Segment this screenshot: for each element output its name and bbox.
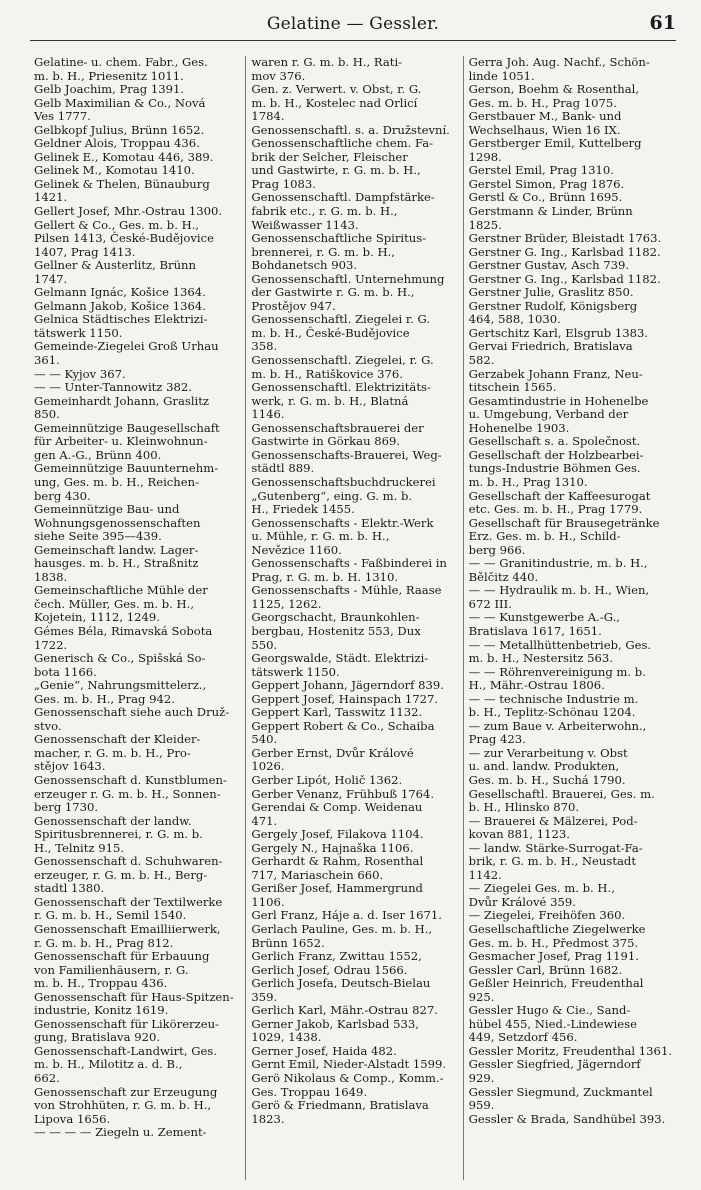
directory-line: 1421. (34, 190, 68, 205)
directory-line: ung, Ges. m. b. H., Reichen- (34, 474, 199, 489)
directory-line: m. b. H., Troppau 436. (34, 976, 168, 991)
directory-line: Gesmacher Josef, Prag 1191. (468, 949, 639, 964)
column-3 (463, 56, 674, 1180)
directory-line: „Gutenberg“, eing. G. m. b. (251, 488, 413, 503)
directory-line: 1029, 1438. (251, 1030, 322, 1045)
directory-line: 959. (468, 1098, 495, 1113)
directory-line: Genossenschaftl. Unternehmung (251, 271, 445, 286)
directory-line: Genossenschaft der Kleider- (34, 732, 201, 747)
directory-line: 672 III. (468, 596, 512, 611)
directory-line: Gastwirte in Görkau 869. (251, 434, 401, 449)
directory-line: 1026. (251, 759, 285, 774)
directory-line: m. b. H., Nestersitz 563. (468, 651, 613, 666)
directory-line: hausges. m. b. H., Straßnitz (34, 556, 199, 571)
directory-line: Gellert & Co., Ges. m. b. H., (34, 217, 200, 232)
directory-line: berg 1730. (34, 800, 99, 815)
directory-line: r. G. m. b. H., Semil 1540. (34, 908, 187, 923)
directory-line: m. b. H., Prag 1310. (468, 474, 588, 489)
directory-line: Gerhardt & Rahm, Rosenthal (251, 854, 424, 869)
directory-line: für Arbeiter- u. Kleinwohnun- (34, 434, 208, 449)
directory-line: 850. (34, 407, 60, 422)
directory-line: stadtl 1380. (34, 881, 105, 896)
directory-line: Genossenschaft für Haus-Spitzen- (34, 989, 234, 1004)
directory-line: Dvůr Králové 359. (468, 894, 576, 909)
directory-line: Gerstner Rudolf, Königsberg (468, 298, 638, 313)
directory-line: Gertschitz Karl, Elsgrub 1383. (468, 325, 649, 340)
directory-line: Genossenschafts-Brauerei, Weg- (251, 447, 442, 462)
directory-line: Nevězice 1160. (251, 542, 342, 557)
directory-line: H., Friedek 1455. (251, 502, 355, 517)
directory-line: Lipova 1656. (34, 1111, 111, 1126)
directory-line: Gelinek M., Komotau 1410. (34, 163, 195, 178)
directory-line: 550. (251, 637, 278, 652)
directory-line: Genossenschaft für Likörerzeu- (34, 1016, 219, 1031)
directory-line: Gerö Nikolaus & Comp., Komm.- (251, 1071, 444, 1086)
directory-line: Gerber Lipót, Holič 1362. (251, 772, 403, 787)
directory-line: Gerstl & Co., Brünn 1695. (468, 190, 623, 205)
directory-line: fabrik etc., r. G. m. b. H., (251, 204, 398, 219)
directory-line: Hohenelbe 1903. (468, 420, 570, 435)
directory-line: bota 1166. (34, 664, 97, 679)
directory-line: Gerendai & Comp. Weidenau (251, 800, 423, 815)
directory-line: Gesellschaftliche Ziegelwerke (468, 922, 646, 936)
directory-line: Prag, r. G. m. b. H. 1310. (251, 569, 399, 584)
directory-line: — — technische Industrie m. (468, 691, 639, 706)
directory-line: Gesellschaft s. a. Společnost. (468, 434, 641, 449)
directory-line: Erz. Ges. m. b. H., Schild- (468, 529, 621, 544)
directory-line: Geppert Karl, Tasswitz 1132. (251, 705, 423, 720)
directory-line: Ges. Troppau 1649. (251, 1084, 368, 1099)
directory-line: 361. (34, 353, 60, 368)
directory-line: 1407, Prag 1413. (34, 244, 136, 259)
directory-line: 1142. (468, 867, 502, 882)
directory-line: 1125, 1262. (251, 596, 322, 611)
directory-line: Generisch & Co., Spišská So- (34, 651, 206, 666)
directory-line: Gelb Joachim, Prag 1391. (34, 82, 185, 97)
directory-line: 1298. (468, 149, 502, 164)
directory-line: gung, Bratislava 920. (34, 1030, 161, 1045)
directory-line: Gerstner Gustav, Asch 739. (468, 258, 630, 273)
directory-line: Gerzabek Johann Franz, Neu- (468, 366, 643, 381)
directory-line: 1838. (34, 569, 68, 584)
directory-line: Gerstel Simon, Prag 1876. (468, 176, 625, 191)
directory-line: Gesellschaft für Brausegetränke (468, 515, 660, 530)
directory-line: Ges. m. b. H., Suchá 1790. (468, 772, 626, 787)
directory-line: — landw. Stärke-Surrogat-Fa- (468, 840, 643, 855)
directory-line: siehe Seite 395—439. (34, 529, 162, 544)
directory-line: Gesellschaft der Holzbearbei- (468, 447, 644, 462)
directory-line: brik der Selcher, Fleischer (251, 149, 408, 164)
directory-line: städtl 889. (251, 461, 315, 476)
directory-line: Ges. m. b. H., Prag 942. (34, 691, 175, 706)
directory-line: Gesellschaftl. Brauerei, Ges. m. (468, 786, 655, 801)
directory-line: Gerstner Brüder, Bleistadt 1763. (468, 231, 662, 246)
directory-line: m. b. H., České-Budějovice (251, 325, 410, 340)
directory-line: Gellner & Austerlitz, Brünn (34, 258, 196, 273)
directory-line: Genossenschaft der Textilwerke (34, 894, 223, 909)
directory-line: 540. (251, 732, 278, 747)
directory-line: Gerson, Boehm & Rosenthal, (468, 82, 640, 97)
directory-line: Gerlich Josefa, Deutsch-Bielau (251, 976, 431, 991)
directory-line: m. b. H., Priesenitz 1011. (34, 68, 184, 83)
directory-line: b. H., Teplitz-Schönau 1204. (468, 705, 636, 720)
directory-line: kovan 881, 1123. (468, 827, 570, 842)
directory-line: Gelinek E., Komotau 446, 389. (34, 149, 214, 164)
directory-line: berg 430. (34, 488, 91, 503)
directory-line: m. b. H., Ratiškovice 376. (251, 366, 403, 381)
directory-line: hübel 455, Nied.-Lindewiese (468, 1016, 637, 1031)
directory-line: Geldner Alois, Troppau 436. (34, 136, 200, 151)
directory-line: 662. (34, 1071, 60, 1086)
directory-line: Kojetein, 1112, 1249. (34, 610, 160, 625)
directory-line: 582. (468, 353, 495, 368)
directory-line: Gerstner Julie, Graslitz 850. (468, 285, 634, 300)
directory-line: — zur Verarbeitung v. Obst (468, 745, 628, 760)
directory-line: — Ziegelei, Freihöfen 360. (468, 908, 626, 923)
directory-line: Gerlich Karl, Mähr.-Ostrau 827. (251, 1003, 438, 1018)
directory-line: Genossenschaftl. Ziegelei, r. G. (251, 353, 434, 368)
directory-line: Genossenschaftl. Elektrizitäts- (251, 380, 431, 395)
directory-line: Ges. m. b. H., Předmost 375. (468, 935, 639, 950)
directory-line: brik, r. G. m. b. H., Neustadt (468, 854, 636, 869)
directory-line: stějov 1643. (34, 759, 106, 774)
directory-line: 929. (468, 1071, 495, 1086)
directory-line: Gerstner G. Ing., Karlsbad 1182. (468, 271, 661, 286)
header-rule (30, 40, 676, 41)
directory-line: Gemeinnützige Bau- und (34, 502, 180, 517)
directory-line: Ges. m. b. H., Prag 1075. (468, 95, 617, 110)
directory-line: von Strohhüten, r. G. m. b. H., (34, 1098, 212, 1113)
directory-line: industrie, Konitz 1619. (34, 1003, 169, 1018)
directory-line: Geppert Josef, Hainspach 1727. (251, 691, 439, 706)
directory-line: Gelb Maximilian & Co., Nová (34, 95, 206, 110)
directory-line: Gerstel Emil, Prag 1310. (468, 163, 614, 178)
directory-line: Gemeinde-Ziegelei Groß Urhau (34, 339, 219, 354)
directory-line: Gervai Friedrich, Bratislava (468, 339, 633, 354)
directory-line: Gerner Jakob, Karlsbad 533, (251, 1016, 419, 1031)
directory-columns (32, 56, 674, 1180)
directory-line: Bohdanetsch 903. (251, 258, 358, 273)
directory-line: der Gastwirte r. G. m. b. H., (251, 285, 415, 300)
directory-line: macher, r. G. m. b. H., Pro- (34, 745, 191, 760)
directory-line: 359. (251, 989, 278, 1004)
directory-line: „Genie“, Nahrungsmittelerz., (34, 678, 207, 693)
directory-line: Gessler & Brada, Sandhübel 393. (468, 1111, 666, 1126)
directory-line: Genossenschafts - Mühle, Raase (251, 583, 442, 598)
directory-line: 1146. (251, 407, 285, 422)
directory-line: und Gastwirte, r. G. m. b. H., (251, 163, 421, 178)
directory-line: Gelbkopf Julius, Brünn 1652. (34, 122, 205, 137)
directory-line: Gelnica Städtisches Elektrizi- (34, 312, 208, 327)
directory-line: tätswerk 1150. (34, 325, 123, 340)
directory-line: 1722. (34, 637, 68, 652)
directory-line: Gemeinhardt Johann, Graslitz (34, 393, 209, 408)
directory-line: Gelmann Jakob, Košice 1364. (34, 298, 206, 313)
directory-line: Gemeinschaft landw. Lager- (34, 542, 199, 557)
directory-line: Ves 1777. (34, 109, 91, 124)
directory-line: Gessler Siegfried, Jägerndorf (468, 1057, 641, 1072)
directory-line: Genossenschaftliche Spiritus- (251, 231, 427, 246)
directory-line: Gessler Siegmund, Zuckmantel (468, 1084, 653, 1099)
directory-line: Gemeinschaftliche Mühle der (34, 583, 208, 598)
directory-line: 1106. (251, 894, 285, 909)
directory-line: etc. Ges. m. b. H., Prag 1779. (468, 502, 643, 517)
directory-line: tätswerk 1150. (251, 664, 340, 679)
directory-line: titschein 1565. (468, 380, 557, 395)
directory-line: 358. (251, 339, 278, 354)
directory-line: m. b. H., Milotitz a. d. B., (34, 1057, 183, 1072)
directory-line: von Familienhäusern, r. G. (34, 962, 189, 977)
directory-line: Genossenschaft für Erbauung (34, 949, 210, 964)
directory-line: gen A.-G., Brünn 400. (34, 447, 162, 462)
directory-line: Gergely N., Hajnaška 1106. (251, 840, 414, 855)
directory-line: Bělčitz 440. (468, 569, 539, 584)
directory-line: Gelmann Ignác, Košice 1364. (34, 285, 206, 300)
directory-line: Gerißer Josef, Hammergrund (251, 881, 423, 896)
directory-line: Wechselhaus, Wien 16 IX. (468, 122, 621, 137)
directory-line: Spiritusbrennerei, r. G. m. b. (34, 827, 203, 842)
directory-line: berg 966. (468, 542, 526, 557)
directory-line: Gergely Josef, Filakova 1104. (251, 827, 424, 842)
directory-line: Genossenschaft Emailliierwerk, (34, 922, 221, 936)
directory-line: bergbau, Hostenitz 553, Dux (251, 623, 421, 638)
directory-line: Gerlich Josef, Odrau 1566. (251, 962, 408, 977)
directory-line: Gessler Carl, Brünn 1682. (468, 962, 623, 977)
directory-line: — — Röhrenvereinigung m. b. (468, 664, 646, 679)
directory-line: H., Telnitz 915. (34, 840, 125, 855)
directory-line: — Brauerei & Mälzerei, Pod- (468, 813, 638, 828)
directory-line: m. b. H., Kostelec nad Orlicí (251, 95, 418, 110)
directory-line: Gémes Béla, Rimavská Sobota (34, 623, 213, 638)
directory-line: werk, r. G. m. b. H., Blatná (251, 393, 409, 408)
directory-line: Genossenschafts - Elektr.-Werk (251, 515, 434, 530)
directory-line: 1823. (251, 1111, 285, 1126)
page-header (30, 10, 676, 40)
directory-line: Geppert Robert & Co., Schaiba (251, 718, 435, 733)
directory-line: Prostějov 947. (251, 298, 336, 313)
directory-line: Bratislava 1617, 1651. (468, 623, 602, 638)
directory-line: Genossenschaftl. s. a. Družstevní. (251, 122, 450, 137)
directory-line: H., Mähr.-Ostrau 1806. (468, 678, 605, 693)
column-2 (245, 56, 456, 1180)
directory-line: Gelinek & Thelen, Bünauburg (34, 176, 210, 191)
directory-line: — — Metallhüttenbetrieb, Ges. (468, 637, 652, 652)
directory-line: 449, Setzdorf 456. (468, 1030, 578, 1045)
directory-line: Gerra Joh. Aug. Nachf., Schön- (468, 56, 650, 69)
directory-line: tungs-Industrie Böhmen Ges. (468, 461, 641, 476)
directory-line: Gerö & Friedmann, Bratislava (251, 1098, 429, 1113)
directory-line: Gessler Hugo & Cie., Sand- (468, 1003, 631, 1018)
directory-line: Gerstberger Emil, Kuttelberg (468, 136, 642, 151)
directory-line: Gerner Josef, Haida 482. (251, 1043, 397, 1058)
directory-line: waren r. G. m. b. H., Rati- (251, 56, 403, 69)
directory-line: — — Kunstgewerbe A.-G., (468, 610, 620, 625)
directory-line: Gemeinnützige Baugesellschaft (34, 420, 220, 435)
directory-line: — zum Baue v. Arbeiterwohn., (468, 718, 647, 733)
directory-line: Genossenschaftliche chem. Fa- (251, 136, 434, 151)
directory-line: Gerlach Pauline, Ges. m. b. H., (251, 922, 433, 936)
directory-line: erzeuger, r. G. m. b. H., Berg- (34, 867, 208, 882)
directory-line: Georgschacht, Braunkohlen- (251, 610, 420, 625)
directory-line: Prag 423. (468, 732, 526, 747)
directory-line: Gerl Franz, Háje a. d. Iser 1671. (251, 908, 442, 923)
directory-line: Gellert Josef, Mhr.-Ostrau 1300. (34, 204, 223, 219)
directory-line: čech. Müller, Ges. m. b. H., (34, 596, 195, 611)
directory-line: — — Hydraulik m. b. H., Wien, (468, 583, 650, 598)
directory-line: Genossenschaft siehe auch Druž- (34, 705, 230, 720)
directory-line: — — Granitindustrie, m. b. H., (468, 556, 648, 571)
directory-line: erzeuger r. G. m. b. H., Sonnen- (34, 786, 221, 801)
directory-line: 1825. (468, 217, 502, 232)
directory-line: Prag 1083. (251, 176, 316, 191)
directory-line: Genossenschaft-Landwirt, Ges. (34, 1043, 217, 1058)
directory-line: Georgswalde, Städt. Elektrizi- (251, 651, 429, 666)
directory-line: Gerstmann & Linder, Brünn (468, 204, 633, 219)
directory-line: Genossenschaftl. Ziegelei r. G. (251, 312, 431, 327)
directory-line: stvo. (34, 718, 62, 733)
directory-line: 464, 588, 1030. (468, 312, 561, 327)
directory-line: Genossenschaftsbuchdruckerei (251, 474, 436, 489)
directory-line: Gerlich Franz, Zwittau 1552, (251, 949, 422, 964)
directory-line: Pilsen 1413, České-Budějovice (34, 231, 214, 246)
directory-line: Gessler Moritz, Freudenthal 1361. (468, 1043, 672, 1058)
running-title: Gelatine — Gessler. (266, 14, 440, 34)
directory-line: — — Kyjov 367. (34, 366, 126, 381)
directory-line: b. H., Hlinsko 870. (468, 800, 580, 815)
directory-line: Genossenschaft d. Schuhwaren- (34, 854, 223, 869)
directory-line: u. Umgebung, Verband der (468, 407, 629, 422)
directory-line: 1747. (34, 271, 68, 286)
directory-line: brennerei, r. G. m. b. H., (251, 244, 395, 259)
directory-line: Genossenschaft der landw. (34, 813, 192, 828)
directory-line: Brünn 1652. (251, 935, 325, 950)
directory-line: Gerber Venanz, Frühbuß 1764. (251, 786, 435, 801)
directory-line: Gernt Emil, Nieder-Alstadt 1599. (251, 1057, 447, 1072)
page-number: 61 (649, 12, 676, 34)
directory-line: Genossenschafts - Faßbinderei in (251, 556, 447, 571)
directory-line: Gerstbauer M., Bank- und (468, 109, 622, 124)
directory-line: 471. (251, 813, 278, 828)
directory-line: Gerber Ernst, Dvůr Králové (251, 745, 414, 760)
directory-line: Genossenschaftl. Dampfstärke- (251, 190, 435, 205)
directory-line: — — — — Ziegeln u. Zement- (34, 1125, 207, 1140)
directory-line: Geppert Johann, Jägerndorf 839. (251, 678, 444, 693)
directory-line: r. G. m. b. H., Prag 812. (34, 935, 174, 950)
directory-line: Genossenschaft zur Erzeugung (34, 1084, 218, 1099)
directory-line: Genossenschaftsbrauerei der (251, 420, 424, 435)
directory-line: linde 1051. (468, 68, 535, 83)
directory-line: Gemeinnützige Bauunternehm- (34, 461, 219, 476)
directory-line: u. Mühle, r. G. m. b. H., (251, 529, 390, 544)
directory-line: Gen. z. Verwert. v. Obst, r. G. (251, 82, 422, 97)
directory-line: 1784. (251, 109, 285, 124)
column-1 (32, 56, 239, 1180)
directory-line: u. and. landw. Produkten, (468, 759, 620, 774)
directory-line: Gerstner G. Ing., Karlsbad 1182. (468, 244, 661, 259)
directory-line: Genossenschaft d. Kunstblumen- (34, 772, 227, 787)
directory-line: 925. (468, 989, 495, 1004)
directory-line: — Ziegelei Ges. m. b. H., (468, 881, 615, 896)
directory-line: 717, Mariaschein 660. (251, 867, 384, 882)
directory-line: Geßler Heinrich, Freudenthal (468, 976, 644, 991)
directory-line: Gelatine- u. chem. Fabr., Ges. (34, 56, 208, 69)
directory-line: Gesamtindustrie in Hohenelbe (468, 393, 649, 408)
directory-line: Wohnungsgenossenschaften (34, 515, 201, 530)
directory-line: Weißwasser 1143. (251, 217, 359, 232)
directory-line: Gesellschaft der Kaffeesurogat (468, 488, 651, 503)
directory-line: — — Unter-Tannowitz 382. (34, 380, 192, 395)
directory-line: mov 376. (251, 68, 306, 83)
